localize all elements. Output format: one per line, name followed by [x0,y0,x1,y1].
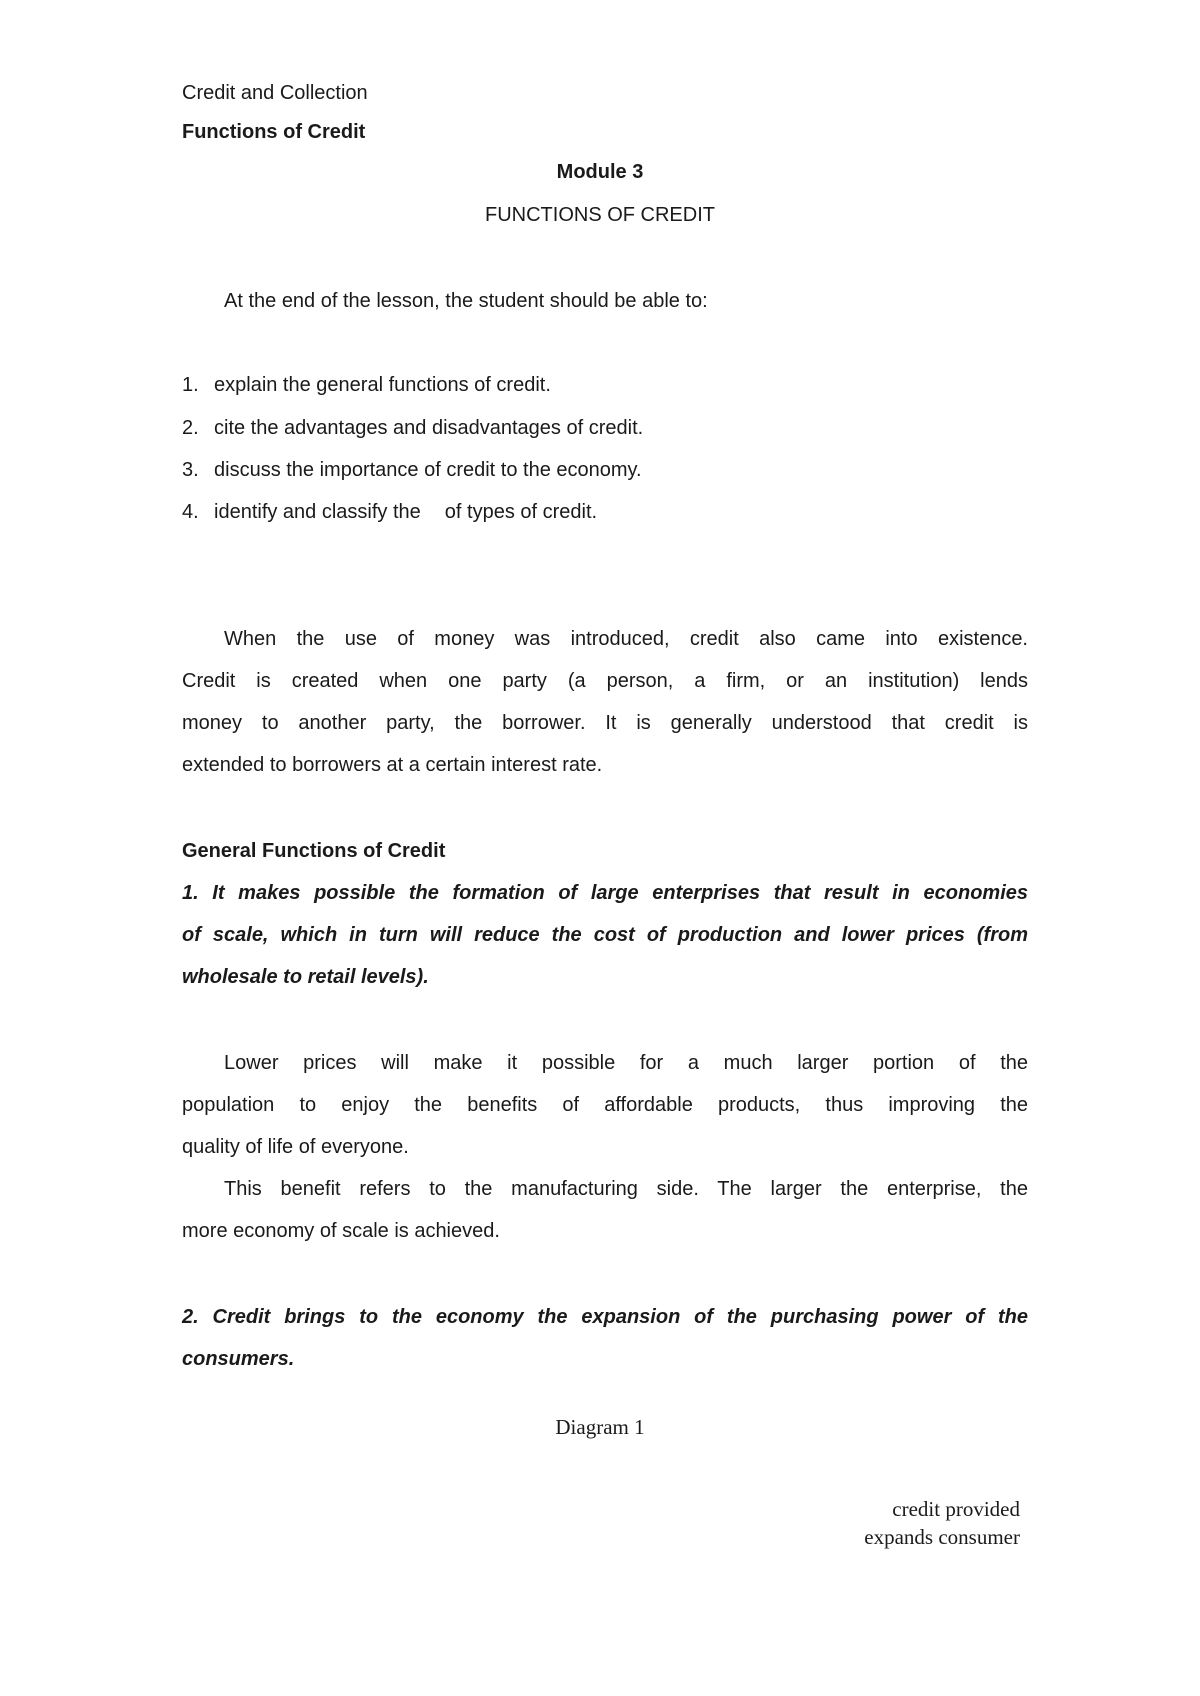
paragraph-line: Lower prices will make it possible for a much larger portion of the [224,1052,1028,1074]
diagram-label: Diagram 1 [555,1415,645,1439]
diagram-text-line: expands consumer [864,1525,1020,1549]
list-item-text: explain the general functions of credit. [214,374,551,396]
statement-line: of scale, which in turn will reduce the cost of production and lower prices (from [182,924,1028,946]
list-item-number: 3. [182,459,199,481]
list-item-number: 4. [182,501,199,523]
objectives-intro: At the end of the lesson, the student should be able to: [224,290,708,312]
statement-line: consumers. [182,1348,295,1370]
module-label: Module 3 [556,161,644,183]
list-item-text-part-a: identify and classify the [214,501,421,523]
statement-line: 1. It makes possible the formation of large enterprises that result in economies [182,882,1028,904]
list-item-number: 2. [182,417,199,439]
paragraph-line: When the use of money was introduced, credit also came into existence. [224,628,1028,650]
statement-line: wholesale to retail levels). [182,966,429,988]
paragraph-line: more economy of scale is achieved. [182,1220,500,1242]
paragraph-line: population to enjoy the benefits of affordable products, thus improving the [182,1094,1028,1116]
paragraph-line: extended to borrowers at a certain interest rate. [182,754,603,776]
list-item-text: discuss the importance of credit to the economy. [214,459,642,481]
paragraph-line: This benefit refers to the manufacturing side. The larger the enterprise, the [224,1178,1028,1200]
statement-line: 2. Credit brings to the economy the expansion of the purchasing power of the [182,1306,1028,1328]
paragraph-line: Credit is created when one party (a person, a firm, or an institution) lends [182,670,1028,692]
paragraph-line: money to another party, the borrower. It is generally understood that credit is [182,712,1028,734]
list-item-text [214,499,597,525]
list-item-text: cite the advantages and disadvantages of credit. [214,417,644,439]
section-heading: General Functions of Credit [182,840,446,862]
list-item-text-part-b: of types of credit. [444,501,598,523]
topic-header: Functions of Credit [182,121,366,143]
course-header: Credit and Collection [182,82,368,104]
diagram-text-line: credit provided [892,1497,1020,1521]
page-title: FUNCTIONS OF CREDIT [485,204,715,226]
paragraph-line: quality of life of everyone. [182,1136,409,1158]
list-item-number: 1. [182,374,199,396]
